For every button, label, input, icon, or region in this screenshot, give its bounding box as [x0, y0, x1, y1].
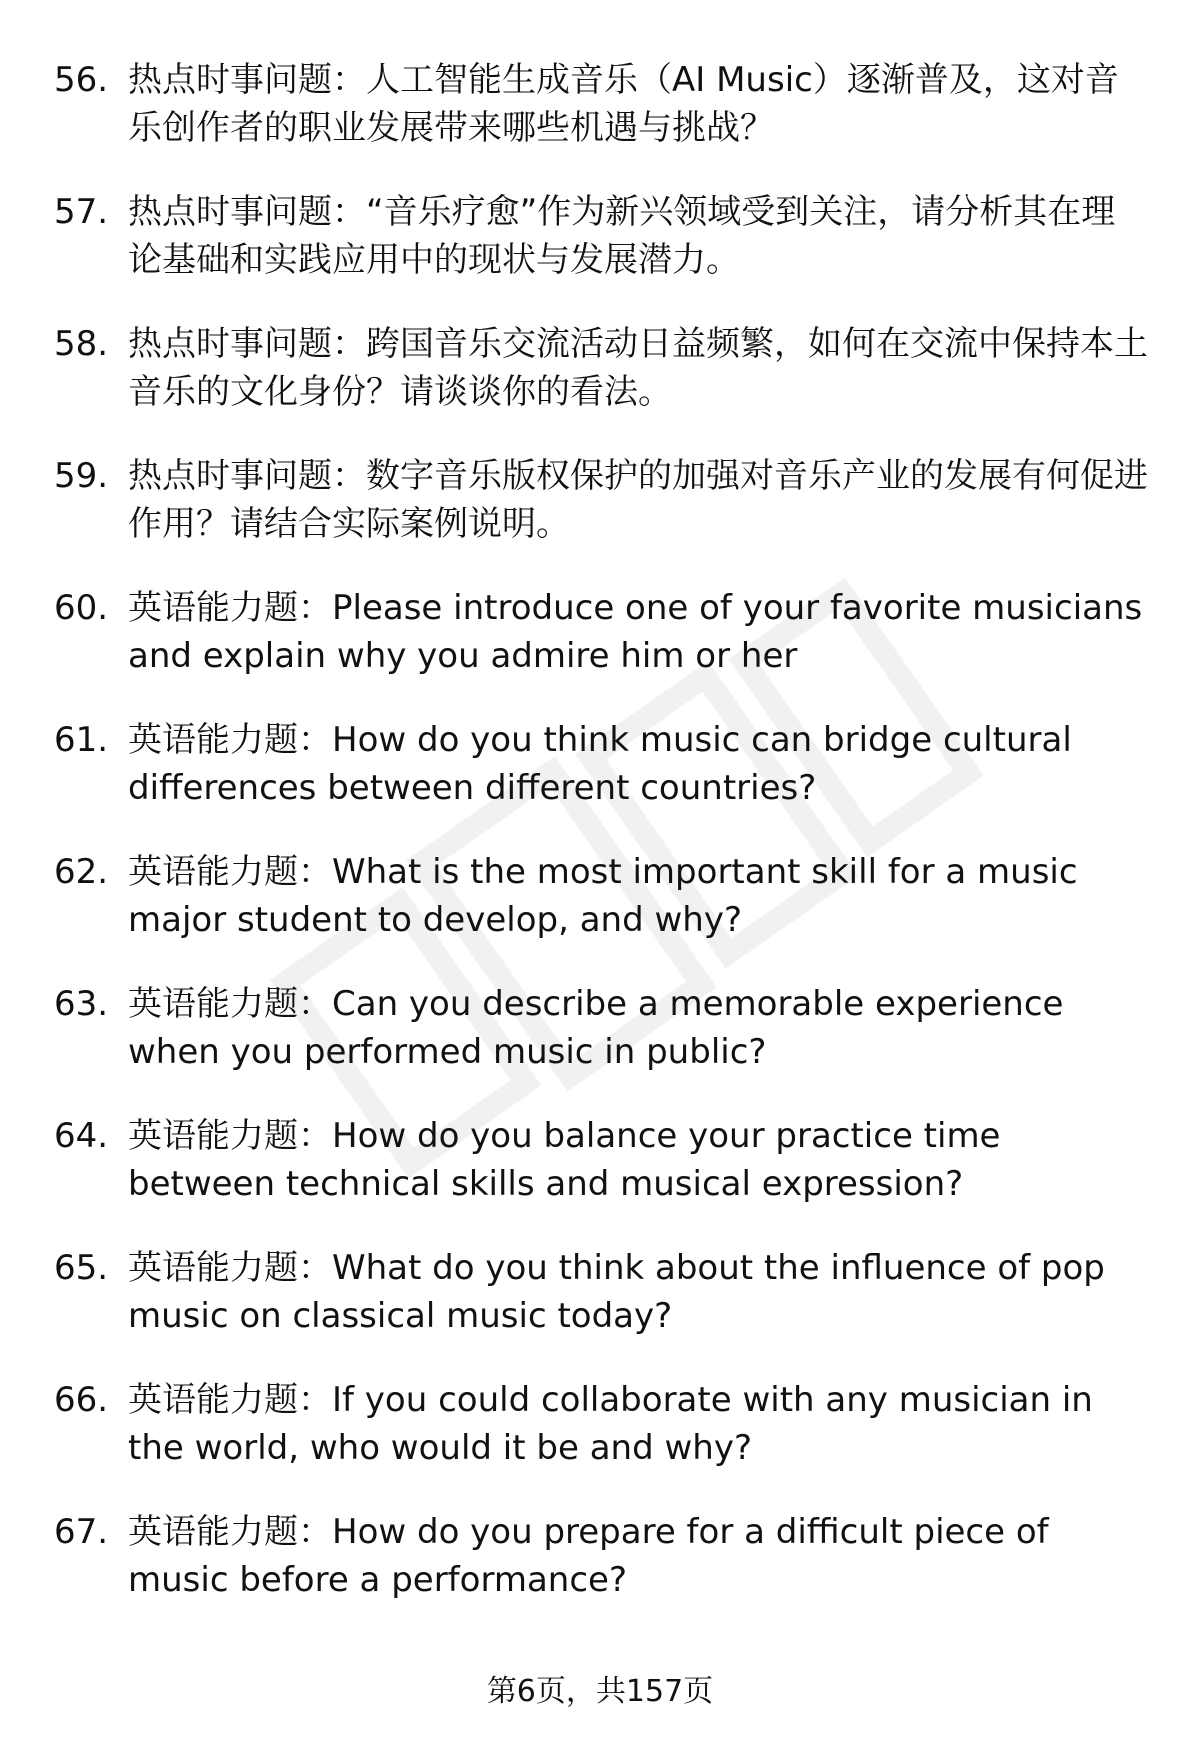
question-text: What do you think about the influence of pop music on classical music today?: [128, 1248, 1105, 1336]
question-text: How do you balance your practice time between technical skills and musical expression?: [128, 1116, 1001, 1204]
question-text: How do you think music can bridge cultural differences between different countries?: [128, 720, 1072, 808]
question-category: 英语能力题：: [128, 588, 332, 628]
question-number: 60.: [54, 588, 109, 628]
question-number: 66.: [54, 1380, 109, 1420]
question-text: 人工智能生成音乐（AI Music）逐渐普及，这对音乐创作者的职业发展带来哪些机遇与挑战？: [128, 60, 1119, 148]
question-list: [0, 56, 1200, 1640]
question-text: Can you describe a memorable experience when you performed music in public?: [128, 984, 1064, 1072]
question-number: 61.: [54, 720, 109, 760]
question-body: [128, 1508, 1148, 1604]
page-footer: 第6页，共157页: [486, 1674, 714, 1709]
question-category: 热点时事问题：: [128, 192, 366, 232]
question-number: 62.: [54, 852, 109, 892]
question-number: 65.: [54, 1248, 109, 1288]
question-body: [128, 716, 1148, 812]
question-item: [0, 320, 1200, 452]
question-item: [0, 188, 1200, 320]
question-body: [128, 320, 1148, 416]
question-body: [128, 1112, 1148, 1208]
question-item: [0, 848, 1200, 980]
question-body: [128, 56, 1148, 152]
question-category: 英语能力题：: [128, 984, 332, 1024]
question-number: 56.: [54, 60, 109, 100]
question-item: [0, 452, 1200, 584]
question-body: [128, 452, 1148, 548]
question-body: [128, 848, 1148, 944]
question-category: 热点时事问题：: [128, 324, 366, 364]
question-body: [128, 980, 1148, 1076]
question-category: 英语能力题：: [128, 720, 332, 760]
question-category: 热点时事问题：: [128, 456, 366, 496]
question-body: [128, 1376, 1148, 1472]
question-number: 59.: [54, 456, 109, 496]
question-category: 英语能力题：: [128, 1248, 332, 1288]
question-item: [0, 56, 1200, 188]
question-number: 63.: [54, 984, 109, 1024]
question-number: 58.: [54, 324, 109, 364]
question-item: [0, 584, 1200, 716]
question-body: [128, 584, 1148, 680]
question-category: 热点时事问题：: [128, 60, 366, 100]
question-number: 67.: [54, 1512, 109, 1552]
question-text: 跨国音乐交流活动日益频繁，如何在交流中保持本土音乐的文化身份？请谈谈你的看法。: [128, 324, 1148, 412]
question-number: 64.: [54, 1116, 109, 1156]
question-category: 英语能力题：: [128, 852, 332, 892]
question-text: If you could collaborate with any musician in the world, who would it be and why?: [128, 1380, 1093, 1468]
question-body: [128, 1244, 1148, 1340]
question-text: “音乐疗愈”作为新兴领域受到关注，请分析其在理论基础和实践应用中的现状与发展潜力。: [128, 192, 1116, 280]
question-body: [128, 188, 1148, 284]
question-text: How do you prepare for a difficult piece of music before a performance?: [128, 1512, 1049, 1600]
question-item: [0, 1112, 1200, 1244]
question-category: 英语能力题：: [128, 1512, 332, 1552]
question-category: 英语能力题：: [128, 1380, 332, 1420]
question-number: 57.: [54, 192, 109, 232]
question-category: 英语能力题：: [128, 1116, 332, 1156]
question-text: What is the most important skill for a music major student to develop, and why?: [128, 852, 1078, 940]
question-text: 数字音乐版权保护的加强对音乐产业的发展有何促进作用？请结合实际案例说明。: [128, 456, 1148, 544]
question-item: [0, 716, 1200, 848]
question-item: [0, 1508, 1200, 1640]
question-item: [0, 1376, 1200, 1508]
question-text: Please introduce one of your favorite musicians and explain why you admire him or her: [128, 588, 1143, 676]
question-item: [0, 980, 1200, 1112]
question-item: [0, 1244, 1200, 1376]
